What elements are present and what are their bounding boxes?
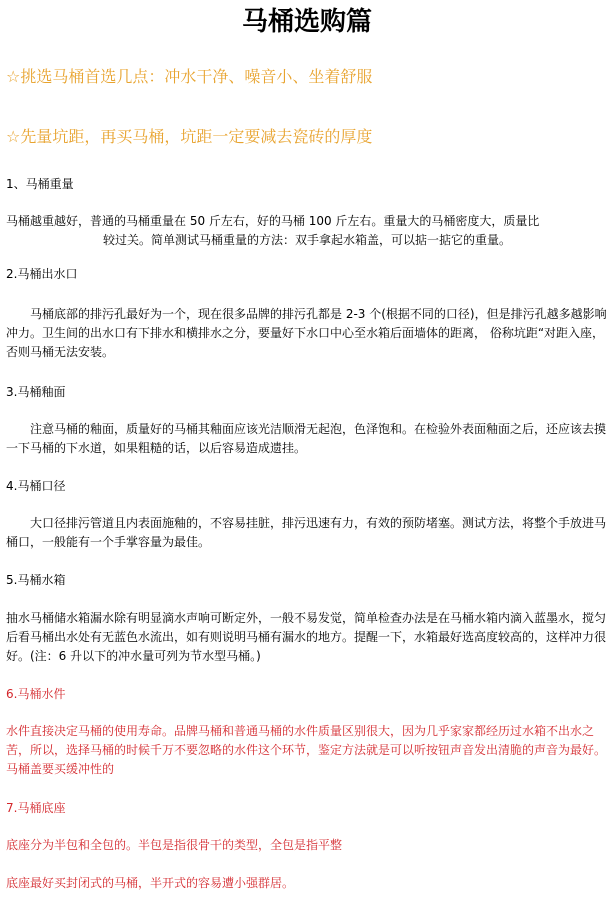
- section-body-caliber: 大口径排污管道且内表面施釉的，不容易挂脏，排污迅速有力，有效的预防堵塞。测试方法，将整个手放进马桶口，一般能有一个手掌容量为最佳。: [6, 516, 607, 549]
- section-heading-caliber: 4.马桶口径: [6, 479, 66, 493]
- section-heading-glaze: 3.马桶釉面: [6, 385, 66, 399]
- tip-line-1: ☆挑选马桶首选几点：冲水干净、噪音小、坐着舒服: [6, 67, 373, 86]
- section-body-base-2: 底座最好买封闭式的马桶，半开式的容易遭小强群居。: [6, 876, 295, 890]
- section-heading-base: 7.马桶底座: [6, 801, 66, 815]
- section-heading-outlet: 2.马桶出水口: [6, 267, 78, 281]
- tip-line-2: ☆先量坑距，再买马桶，坑距一定要减去瓷砖的厚度: [6, 127, 373, 146]
- page-title: 马桶选购篇: [241, 7, 372, 37]
- section-heading-fittings: 6.马桶水件: [6, 687, 66, 701]
- section-body-weight: [6, 212, 608, 250]
- section-heading-tank: 5.马桶水箱: [6, 573, 66, 587]
- section-body-base-1: 底座分为半包和全包的。半包是指很骨干的类型，全包是指平整: [6, 838, 343, 852]
- section-body-fittings: 水件直接决定马桶的使用寿命。品牌马桶和普通马桶的水件质量区别很大，因为几乎家家都经历过水箱不出水之苦，所以，选择马桶的时候千万不要忽略的水件这个环节，鉴定方法就是可以听按钮声音发出清脆的声音为最好。 马桶盖要买缓冲性的: [6, 724, 607, 776]
- section-body-glaze: 注意马桶的釉面，质量好的马桶其釉面应该光洁顺滑无起泡，色泽饱和。在检验外表面釉面之后，还应该去摸一下马桶的下水道，如果粗糙的话，以后容易造成遗挂。: [6, 422, 607, 455]
- section-body-weight-line2: 较过关。简单测试马桶重量的方法：双手拿起水箱盖，可以掂一掂它的重量。: [102, 233, 511, 247]
- section-heading-weight: 1、马桶重量: [6, 177, 74, 191]
- section-body-tank: 抽水马桶储水箱漏水除有明显滴水声响可断定外，一般不易发觉，简单检查办法是在马桶水箱内滴入蓝墨水，搅匀后看马桶出水处有无蓝色水流出，如有则说明马桶有漏水的地方。提醒一下，水箱最好选高度较高的，这样冲力很好。(注：6 升以下的冲水量可列为节水型马桶。): [6, 611, 607, 663]
- section-body-outlet: 马桶底部的排污孔最好为一个，现在很多品牌的排污孔都是 2-3 个(根据不同的口径)，但是排污孔越多越影响冲力。卫生间的出水口有下排水和横排水之分，要量好下水口中心至水箱后面墙体的距离， 俗称坑距“对距入座，否则马桶无法安装。: [6, 307, 607, 359]
- section-body-weight-line1: 马桶越重越好，普通的马桶重量在 50 斤左右，好的马桶 100 斤左右。重量大的马桶密度大，质量比: [6, 214, 540, 228]
